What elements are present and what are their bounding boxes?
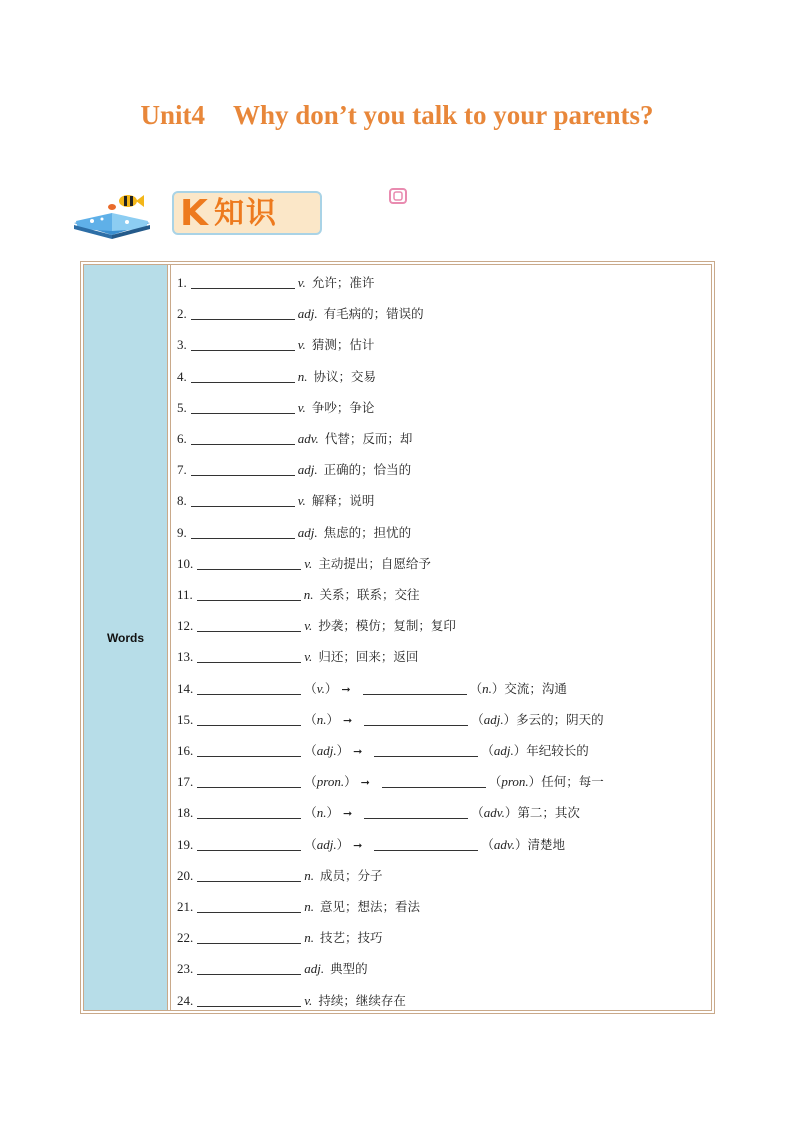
answer-blank[interactable] bbox=[197, 744, 301, 757]
list-item bbox=[177, 462, 411, 478]
answer-blank[interactable] bbox=[374, 744, 478, 757]
answer-blank[interactable] bbox=[197, 557, 301, 570]
answer-blank[interactable] bbox=[191, 401, 295, 414]
section-label-cell bbox=[84, 265, 168, 1010]
list-item bbox=[177, 431, 412, 447]
item-number: 4. bbox=[177, 368, 187, 384]
pos-parenthetical bbox=[304, 837, 349, 852]
paren-open: （ bbox=[304, 836, 317, 852]
list-item bbox=[177, 400, 374, 416]
answer-blank[interactable] bbox=[197, 931, 301, 944]
answer-blank[interactable] bbox=[364, 713, 468, 726]
item-meaning: 年纪较长的 bbox=[526, 743, 589, 758]
list-item bbox=[177, 774, 604, 790]
answer-blank[interactable] bbox=[197, 962, 301, 975]
answer-blank[interactable] bbox=[364, 806, 468, 819]
pos-parenthetical bbox=[304, 712, 339, 727]
part-of-speech: n. bbox=[304, 867, 314, 883]
part-of-speech: v. bbox=[297, 399, 306, 415]
answer-blank[interactable] bbox=[197, 806, 301, 819]
item-number: 21. bbox=[177, 899, 194, 914]
item-number: 10. bbox=[177, 555, 194, 571]
answer-blank[interactable] bbox=[197, 682, 301, 695]
list-item bbox=[177, 899, 420, 915]
answer-blank[interactable] bbox=[363, 682, 467, 695]
paren-open: （ bbox=[481, 836, 494, 852]
pos-parenthetical bbox=[471, 712, 516, 727]
list-item bbox=[177, 369, 376, 385]
paren-open: （ bbox=[469, 680, 483, 696]
list-item bbox=[177, 337, 374, 353]
pos-parenthetical bbox=[304, 681, 337, 696]
list-item bbox=[177, 743, 589, 759]
paren-open: （ bbox=[304, 711, 317, 727]
k-letter: K bbox=[180, 193, 208, 234]
arrow-right-icon: ➞ bbox=[360, 776, 370, 790]
part-of-speech: adj. bbox=[316, 743, 337, 758]
answer-blank[interactable] bbox=[197, 994, 301, 1007]
item-meaning: 关系；联系；交往 bbox=[319, 587, 420, 602]
part-of-speech: n. bbox=[482, 680, 492, 696]
paren-close: ） bbox=[491, 680, 505, 696]
item-number: 1. bbox=[177, 275, 187, 290]
part-of-speech: v. bbox=[297, 275, 306, 290]
pos-parenthetical bbox=[304, 774, 356, 789]
list-item bbox=[177, 618, 456, 634]
list-item bbox=[177, 649, 418, 665]
item-meaning: 争吵；争论 bbox=[311, 399, 375, 415]
answer-blank[interactable] bbox=[191, 338, 295, 351]
item-meaning: 任何；每一 bbox=[541, 774, 604, 790]
paren-close: ） bbox=[324, 680, 338, 696]
list-item bbox=[177, 681, 567, 697]
paren-close: ） bbox=[514, 836, 528, 852]
item-meaning: 解释；说明 bbox=[311, 493, 375, 509]
part-of-speech: v. bbox=[297, 493, 306, 509]
item-meaning: 交流；沟通 bbox=[504, 680, 567, 696]
knowledge-banner bbox=[72, 183, 332, 243]
list-item bbox=[177, 275, 374, 291]
paren-open: （ bbox=[304, 805, 317, 821]
knowledge-tag bbox=[172, 191, 322, 235]
item-number: 16. bbox=[177, 743, 194, 758]
item-number: 12. bbox=[177, 618, 194, 634]
section-label: Words bbox=[106, 630, 145, 645]
item-number: 7. bbox=[177, 462, 187, 478]
paren-close: ） bbox=[336, 743, 350, 758]
item-meaning: 成员；分子 bbox=[320, 867, 383, 883]
pos-parenthetical bbox=[471, 805, 517, 820]
answer-blank[interactable] bbox=[191, 494, 295, 507]
item-number: 14. bbox=[177, 680, 194, 696]
item-meaning: 技艺；技巧 bbox=[320, 930, 383, 946]
part-of-speech: v. bbox=[316, 680, 325, 696]
paren-close: ） bbox=[326, 711, 340, 727]
part-of-speech: pron. bbox=[316, 774, 345, 790]
paren-close: ） bbox=[503, 711, 517, 727]
list-item bbox=[177, 805, 580, 821]
paren-open: （ bbox=[481, 743, 494, 758]
paper-clip-icon bbox=[388, 187, 408, 205]
item-number: 20. bbox=[177, 867, 194, 883]
answer-blank[interactable] bbox=[197, 900, 301, 913]
item-number: 17. bbox=[177, 774, 194, 790]
item-number: 24. bbox=[177, 992, 194, 1008]
arrow-right-icon: ➞ bbox=[341, 682, 351, 696]
answer-blank[interactable] bbox=[191, 307, 295, 320]
pos-parenthetical bbox=[470, 681, 505, 696]
part-of-speech: v. bbox=[297, 337, 306, 353]
answer-blank[interactable] bbox=[374, 838, 478, 851]
paren-open: （ bbox=[304, 680, 317, 696]
part-of-speech: v. bbox=[304, 555, 313, 571]
paren-close: ） bbox=[513, 743, 527, 758]
part-of-speech: adj. bbox=[316, 836, 337, 852]
item-number: 23. bbox=[177, 961, 194, 977]
item-meaning: 有毛病的；错误的 bbox=[323, 306, 424, 322]
paren-close: ） bbox=[528, 774, 542, 790]
item-number: 22. bbox=[177, 930, 194, 946]
item-number: 5. bbox=[177, 399, 187, 415]
arrow-right-icon: ➞ bbox=[343, 807, 353, 821]
part-of-speech: adj. bbox=[304, 961, 325, 977]
part-of-speech: n. bbox=[297, 368, 308, 384]
item-meaning: 协议；交易 bbox=[313, 368, 377, 384]
pos-parenthetical bbox=[304, 743, 349, 758]
part-of-speech: adv. bbox=[297, 431, 319, 446]
answer-blank[interactable] bbox=[197, 869, 301, 882]
paren-close: ） bbox=[326, 805, 340, 821]
open-book-with-fish-icon bbox=[72, 189, 152, 241]
item-number: 18. bbox=[177, 805, 194, 821]
answer-blank[interactable] bbox=[197, 650, 301, 663]
list-item bbox=[177, 712, 604, 728]
list-item bbox=[177, 306, 424, 322]
part-of-speech: v. bbox=[304, 992, 313, 1008]
list-item bbox=[177, 993, 406, 1009]
pos-parenthetical bbox=[481, 837, 527, 852]
answer-blank[interactable] bbox=[191, 370, 295, 383]
paren-close: ） bbox=[504, 805, 518, 821]
item-meaning: 允许；准许 bbox=[311, 275, 375, 290]
part-of-speech: v. bbox=[304, 649, 313, 665]
paren-close: ） bbox=[344, 774, 357, 790]
list-item bbox=[177, 868, 383, 884]
item-number: 2. bbox=[177, 306, 187, 322]
item-meaning: 主动提出；自愿给予 bbox=[318, 555, 431, 571]
paren-open: （ bbox=[304, 774, 317, 790]
pos-parenthetical bbox=[489, 774, 541, 789]
item-meaning: 清楚地 bbox=[527, 836, 565, 852]
answer-blank[interactable] bbox=[191, 463, 295, 476]
item-meaning: 代替；反而；却 bbox=[324, 431, 413, 446]
list-item bbox=[177, 961, 368, 977]
pos-parenthetical bbox=[304, 805, 339, 820]
list-item bbox=[177, 525, 411, 541]
pos-parenthetical bbox=[481, 743, 526, 758]
part-of-speech: n. bbox=[304, 930, 314, 946]
arrow-right-icon: ➞ bbox=[353, 838, 363, 852]
answer-blank[interactable] bbox=[197, 713, 301, 726]
item-meaning: 猜测；估计 bbox=[311, 337, 375, 353]
item-number: 11. bbox=[177, 587, 193, 602]
item-meaning: 归还；回来；返回 bbox=[318, 649, 419, 665]
item-meaning: 焦虑的；担忧的 bbox=[323, 524, 412, 540]
answer-blank[interactable] bbox=[191, 526, 295, 539]
part-of-speech: adj. bbox=[297, 306, 318, 322]
item-meaning: 典型的 bbox=[330, 961, 368, 977]
part-of-speech: adj. bbox=[297, 524, 318, 540]
item-number: 3. bbox=[177, 337, 187, 353]
item-meaning: 持续；继续存在 bbox=[318, 992, 406, 1008]
part-of-speech: adj. bbox=[483, 711, 504, 727]
part-of-speech: n. bbox=[316, 805, 327, 821]
answer-blank[interactable] bbox=[197, 775, 301, 788]
part-of-speech: adj. bbox=[297, 462, 318, 478]
part-of-speech: pron. bbox=[501, 774, 529, 790]
title-text: Why don’t you talk to your parents? bbox=[232, 100, 654, 130]
item-number: 13. bbox=[177, 649, 194, 665]
words-table bbox=[80, 261, 715, 1014]
item-meaning: 多云的；阴天的 bbox=[516, 711, 604, 727]
page-title bbox=[0, 100, 794, 131]
list-item bbox=[177, 556, 431, 572]
answer-blank[interactable] bbox=[191, 276, 295, 289]
part-of-speech: adv. bbox=[483, 805, 505, 821]
item-number: 19. bbox=[177, 836, 194, 852]
part-of-speech: adv. bbox=[493, 836, 515, 852]
item-number: 6. bbox=[177, 431, 187, 446]
part-of-speech: n. bbox=[316, 711, 327, 727]
paren-close: ） bbox=[336, 836, 350, 852]
item-meaning: 正确的；恰当的 bbox=[323, 462, 412, 478]
list-item bbox=[177, 587, 420, 603]
answer-blank[interactable] bbox=[197, 588, 301, 601]
unit-label: Unit4 bbox=[140, 100, 205, 130]
paren-open: （ bbox=[471, 711, 484, 727]
item-meaning: 意见；想法；看法 bbox=[320, 899, 421, 914]
word-list-cell bbox=[170, 265, 711, 1010]
answer-blank[interactable] bbox=[197, 619, 301, 632]
knowledge-label: 知识 bbox=[214, 196, 278, 231]
arrow-right-icon: ➞ bbox=[343, 713, 353, 727]
arrow-right-icon: ➞ bbox=[353, 745, 363, 758]
paren-open: （ bbox=[471, 805, 484, 821]
answer-blank[interactable] bbox=[191, 432, 295, 445]
paren-open: （ bbox=[488, 774, 502, 790]
answer-blank[interactable] bbox=[382, 775, 486, 788]
part-of-speech: n. bbox=[303, 587, 314, 602]
list-item bbox=[177, 930, 383, 946]
part-of-speech: n. bbox=[304, 899, 314, 914]
item-number: 9. bbox=[177, 524, 187, 540]
item-meaning: 第二；其次 bbox=[517, 805, 580, 821]
list-item bbox=[177, 837, 565, 853]
item-meaning: 抄袭；模仿；复制；复印 bbox=[318, 618, 456, 634]
part-of-speech: adj. bbox=[493, 743, 514, 758]
list-item bbox=[177, 493, 374, 509]
part-of-speech: v. bbox=[304, 618, 313, 634]
answer-blank[interactable] bbox=[197, 838, 301, 851]
item-number: 15. bbox=[177, 711, 194, 727]
item-number: 8. bbox=[177, 493, 187, 509]
paren-open: （ bbox=[304, 743, 317, 758]
